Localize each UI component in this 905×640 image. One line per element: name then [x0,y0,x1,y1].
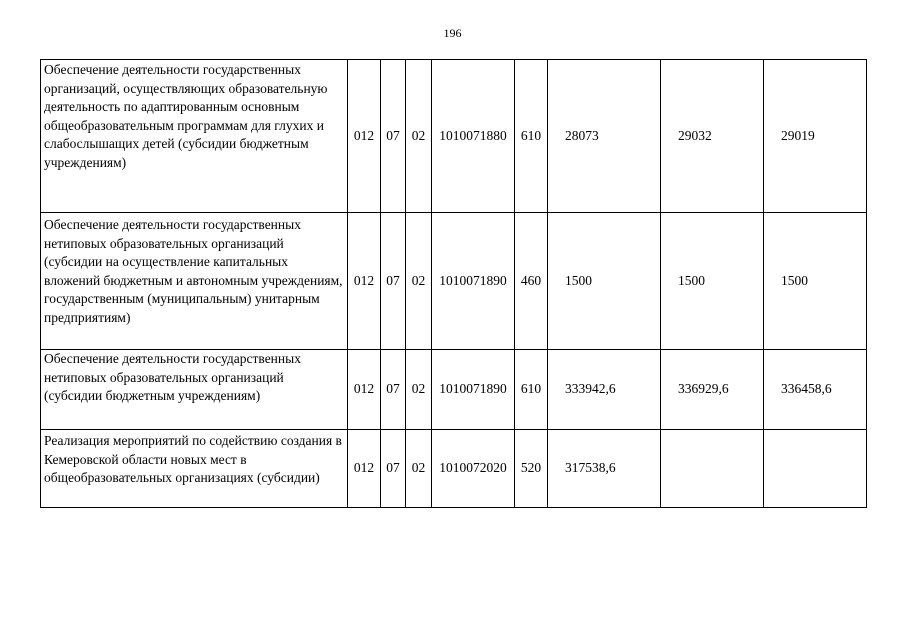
section-code-cell: 07 [381,213,406,350]
amount-year1-cell: 28073 [548,60,661,213]
target-article-cell: 1010071880 [432,60,515,213]
ministry-code-cell: 012 [348,350,381,430]
table-row [41,350,867,430]
budget-table [40,59,867,508]
expense-type-cell: 520 [515,430,548,508]
expense-name-cell: Обеспечение деятельности государственных организаций, осуществляющих образовательную деятельность по адаптированным основным общеобразовательным программам для глухих и слабослышащих детей (субсидии бюджетным учреждениям) [41,60,348,213]
expense-name-cell: Реализация мероприятий по содействию создания в Кемеровской области новых мест в общеобразовательных организациях (субсидии) [41,430,348,508]
amount-year3-cell: 336458,6 [764,350,867,430]
ministry-code-cell: 012 [348,60,381,213]
amount-year3-cell: 1500 [764,213,867,350]
target-article-cell: 1010071890 [432,350,515,430]
amount-year2-cell [661,430,764,508]
ministry-code-cell: 012 [348,430,381,508]
table-row [41,60,867,213]
section-code-cell: 07 [381,350,406,430]
expense-type-cell: 610 [515,350,548,430]
amount-year2-cell: 336929,6 [661,350,764,430]
subsection-code-cell: 02 [406,350,432,430]
subsection-code-cell: 02 [406,213,432,350]
expense-type-cell: 610 [515,60,548,213]
section-code-cell: 07 [381,60,406,213]
expense-name-cell: Обеспечение деятельности государственных нетиповых образовательных организаций (субсидии на осуществление капитальных вложений бюджетным и автономным учреждениям, государственным (муниципальным) унитарным предприятиям) [41,213,348,350]
subsection-code-cell: 02 [406,60,432,213]
amount-year1-cell: 317538,6 [548,430,661,508]
expense-name-cell: Обеспечение деятельности государственных нетиповых образовательных организаций (субсидии бюджетным учреждениям) [41,350,348,430]
amount-year1-cell: 1500 [548,213,661,350]
expense-type-cell: 460 [515,213,548,350]
amount-year3-cell [764,430,867,508]
amount-year2-cell: 29032 [661,60,764,213]
page-number: 196 [443,26,462,40]
amount-year1-cell: 333942,6 [548,350,661,430]
target-article-cell: 1010071890 [432,213,515,350]
amount-year3-cell: 29019 [764,60,867,213]
target-article-cell: 1010072020 [432,430,515,508]
table-row [41,213,867,350]
amount-year2-cell: 1500 [661,213,764,350]
table-row [41,430,867,508]
section-code-cell: 07 [381,430,406,508]
ministry-code-cell: 012 [348,213,381,350]
subsection-code-cell: 02 [406,430,432,508]
